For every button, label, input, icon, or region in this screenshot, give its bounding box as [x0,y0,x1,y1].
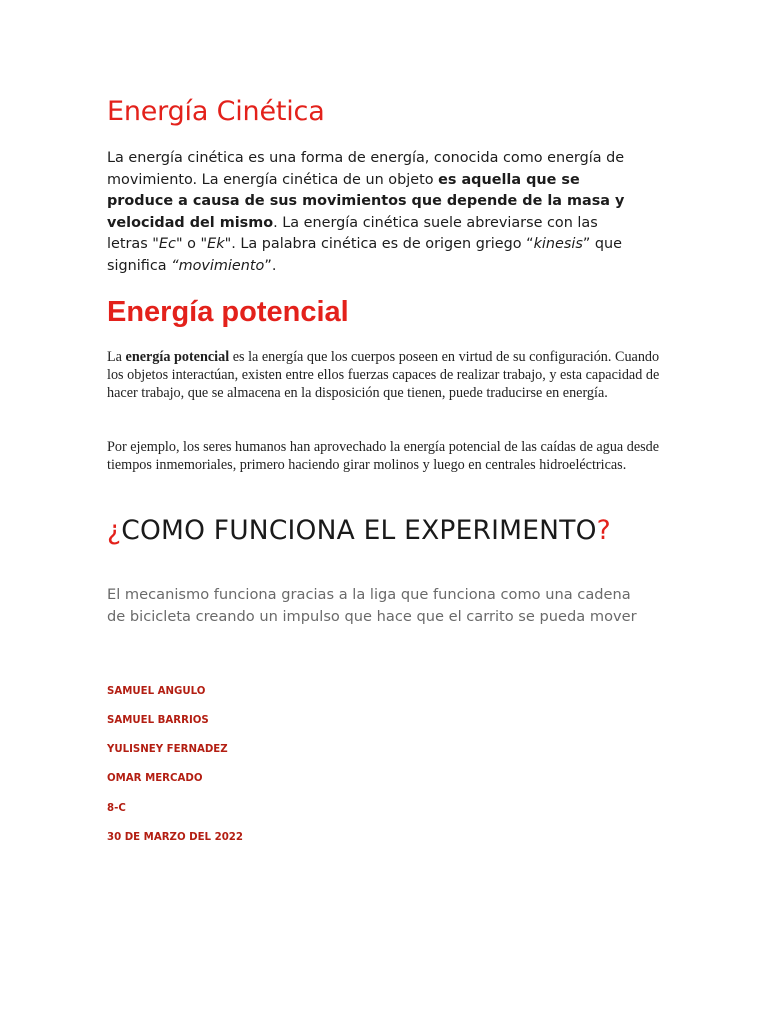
heading-energia-potencial: Energía potencial [107,296,349,328]
heading-text: COMO FUNCIONA EL EXPERIMENTO [121,515,597,546]
question-open: ¿ [107,515,122,546]
question-close: ? [596,515,611,546]
bold-text-run: es aquella que se produce a causa de sus movimientos que depende de la masa y velocidad del mismo [107,171,625,231]
text-run: . La energía cinética suele abreviarse con las letras " [107,214,598,252]
credit-line: OMAR MERCADO [107,773,203,784]
paragraph-energia-potencial-1 [107,348,667,402]
text-run: La energía cinética es una forma de energía, conocida como energía de movimiento. La energía cinética de un objeto [107,150,625,188]
paragraph-energia-potencial-2: Por ejemplo, los seres humanos han aprovechado la energía potencial de las caídas de agua desde tiempos inmemoriales, primero haciendo girar molinos y luego en centrales hidroeléctricas. [107,439,660,473]
credit-line: 8-C [107,803,126,814]
credit-line: 30 DE MARZO DEL 2022 [107,832,243,843]
italic-text-run: kinesis [533,236,583,252]
paragraph-energia-cinetica [107,148,642,277]
text-run: es la energía que los cuerpos poseen en virtud de su configuración. Cuando los objetos interactúan, existen entre ellos fuerzas capaces de realizar trabajo, y esta capacidad de hacer trabajo, que se almacena en la disposición que tienen, puede traducirse en energía. [107,349,660,401]
italic-text-run: Ek [207,236,225,252]
text-run: ”. [264,257,277,274]
text-run: ” que significa [107,236,623,274]
heading-energia-cinetica: Energía Cinética [107,96,325,127]
italic-text-run: “movimiento [171,257,265,274]
bold-text-run: energía potencial [125,349,230,365]
credit-line: SAMUEL BARRIOS [107,715,209,726]
italic-text-run: Ec [158,236,176,252]
credit-line: SAMUEL ANGULO [107,686,206,697]
text-run: ". La palabra cinética es de origen griego “ [224,236,534,252]
text-run: La [107,349,126,365]
heading-como-funciona [107,515,611,546]
text-run: " o " [175,236,208,252]
paragraph-experimento: El mecanismo funciona gracias a la liga que funciona como una cadena de bicicleta creando un impulso que hace que el carrito se pueda mover [107,586,637,625]
credit-line: YULISNEY FERNADEZ [107,744,228,755]
